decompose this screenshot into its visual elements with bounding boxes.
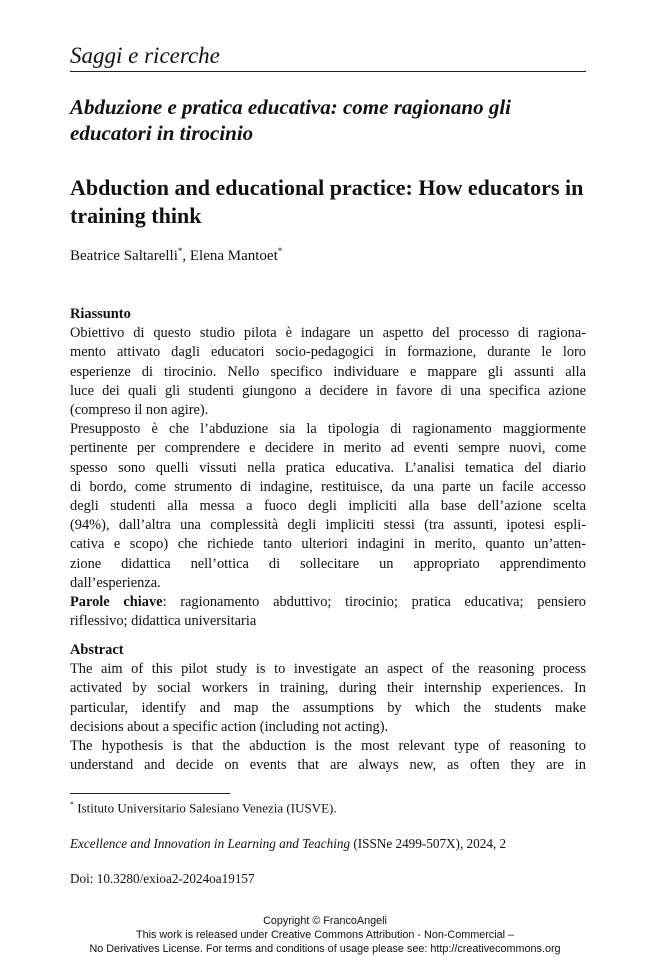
text-line: zione didattica nell’ottica di sollecitare un appropriato apprendimento: [70, 555, 586, 572]
text-line: particular, identify and map the assumptions by which the students make: [70, 699, 586, 716]
abstract-paragraph-1: [70, 660, 586, 737]
abstract-paragraph-2: [70, 737, 586, 775]
section-heading: Saggi e ricerche: [70, 42, 586, 72]
keywords-text: : ragionamento abduttivo; tirocinio; pratica educativa; pensiero: [162, 594, 586, 611]
text-line: understand and decide on events that are always new, as often they are in: [70, 757, 586, 774]
abstract-heading: Abstract: [70, 642, 124, 658]
keywords-label: Parole chiave: [70, 594, 163, 611]
footnote-mark: *: [70, 800, 74, 809]
text-line: mento attivato dagli educatori socio-pedagogici in formazione, durante le loro: [70, 344, 586, 361]
license-line: This work is released under Creative Commons Attribution - Non-Commercial –: [135, 929, 515, 941]
text-line: esperienze di tirocinio. Nello specifico individuare e mappare gli assunti alla: [70, 363, 586, 380]
text-line: The hypothesis is that the abduction is the most relevant type of reasoning to: [70, 738, 586, 755]
text-line: cativa e scopo) che richiede tanto ulteriori indagini in merito, quanto un’atten-: [70, 536, 586, 553]
license-line: No Derivatives License. For terms and conditions of usage please see: http://creativecommons.org: [89, 943, 561, 955]
footnote-text: Istituto Universitario Salesiano Venezia (IUSVE).: [74, 800, 337, 816]
affiliation-mark: *: [277, 246, 283, 256]
text-line: degli studenti alla messa a fuoco degli impliciti alla base dell’azione scelta: [70, 498, 586, 515]
author-list: [70, 246, 282, 265]
affiliation-mark: *: [177, 246, 183, 256]
text-line: decisions about a specific action (including not acting).: [70, 718, 389, 735]
text-line: spesso sono quelli vissuti nella pratica educativa. L’analisi tematica del diario: [70, 459, 586, 476]
text-line: The aim of this pilot study is to investigate an aspect of the reasoning process: [70, 661, 586, 678]
keywords: [70, 593, 586, 631]
riassunto-heading: Riassunto: [70, 306, 131, 322]
riassunto-paragraph-1: [70, 324, 586, 420]
text-line: dall’esperienza.: [70, 574, 161, 591]
journal-name: Excellence and Innovation in Learning and Teaching: [70, 836, 351, 851]
keywords-text: riflessivo; didattica universitaria: [70, 613, 257, 630]
abstract-section: [70, 641, 586, 775]
author-name: Elena Mantoet: [189, 248, 278, 264]
footnote-divider: [70, 793, 230, 794]
article-title-italian: Abduzione e pratica educativa: come ragionano gli educatori in tirocinio: [70, 95, 511, 145]
text-line: pertinente per comprendere e decidere in merito ad eventi sempre nuovi, come: [70, 440, 586, 457]
author-name: Beatrice Saltarelli: [70, 248, 178, 264]
text-line: (94%), dall’altra una complessità degli impliciti stessi (tra assunti, ipotesi espli-: [70, 517, 586, 534]
author-separator: ,: [182, 248, 190, 264]
footnote: [70, 800, 337, 816]
text-line: luce dei quali gli studenti giungono a decidere in favore di una specifica azione: [70, 382, 586, 399]
article-title-english: Abduction and educational practice: How educators in training think: [70, 175, 584, 228]
riassunto-paragraph-2: [70, 420, 586, 593]
text-line: (compreso il non agire).: [70, 402, 209, 419]
copyright-notice: [0, 914, 650, 956]
journal-citation: [70, 836, 506, 852]
text-line: di bordo, come strumento di indagine, restituisce, da una parte un facile accesso: [70, 478, 586, 495]
riassunto-section: [70, 305, 586, 631]
journal-details: (ISSNe 2499-507X), 2024, 2: [350, 836, 507, 851]
doi: Doi: 10.3280/exioa2-2024oa19157: [70, 871, 255, 886]
text-line: activated by social workers in training, during their internship experiences. In: [70, 680, 586, 697]
text-line: Obiettivo di questo studio pilota è indagare un aspetto del processo di ragiona-: [70, 325, 586, 342]
text-line: Presupposto è che l’abduzione sia la tipologia di ragionamento maggiormente: [70, 421, 586, 438]
copyright-line: Copyright © FrancoAngeli: [263, 915, 387, 927]
